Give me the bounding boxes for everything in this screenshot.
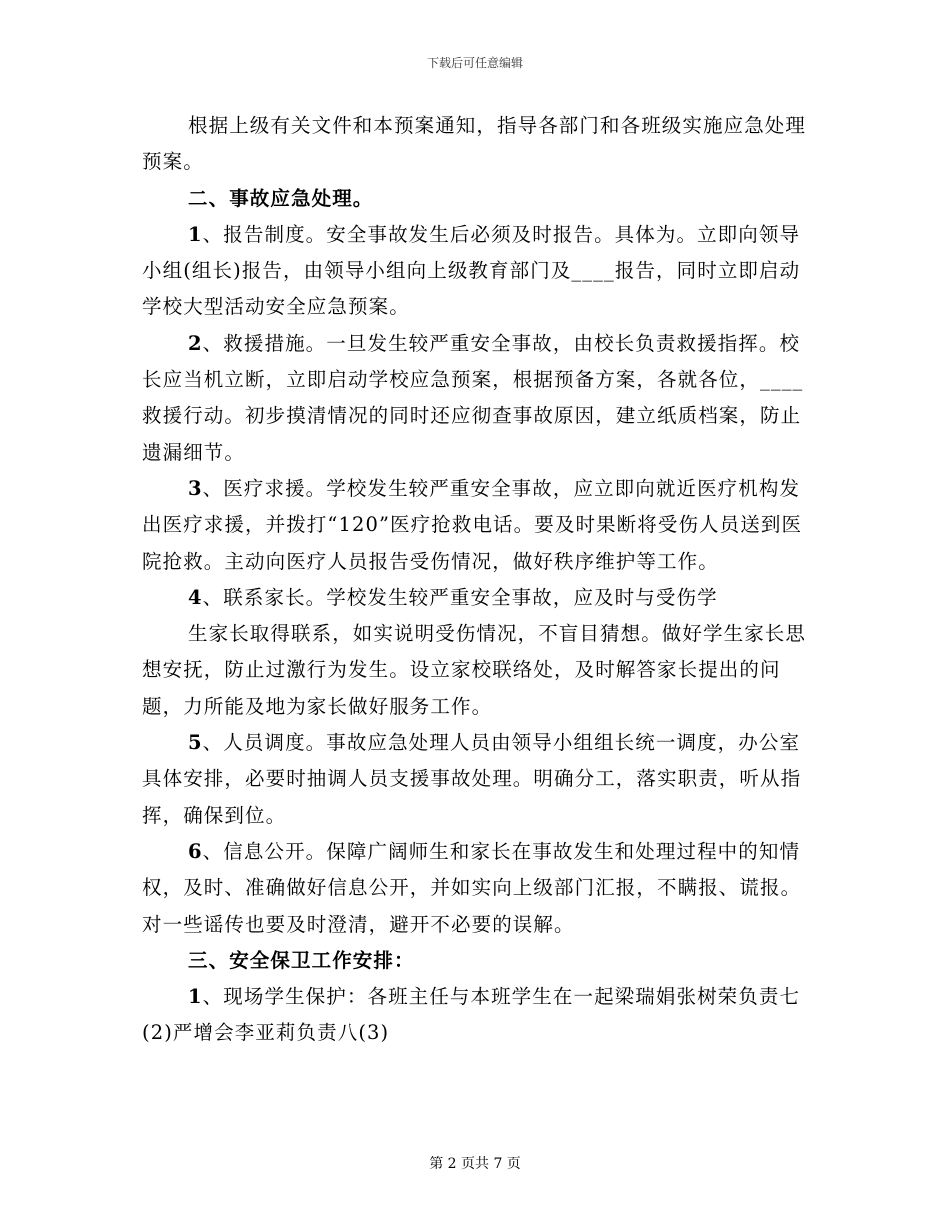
item-text: 生家长取得联系，如实说明受伤情况，不盲目猜想。做好学生家长思想安抚，防止过激行为发生。设立家校联络处，及时解答家长提出的问题，力所能及地为家长做好服务工作。 xyxy=(142,622,807,718)
item-number: 1 xyxy=(188,222,203,246)
list-item-6 xyxy=(142,834,808,943)
list-item-1 xyxy=(142,217,808,326)
item-number: 3 xyxy=(188,476,203,500)
list-item-2 xyxy=(142,326,808,471)
item-text: 、现场学生保护：各班主任与本班学生在一起梁瑞娟张树荣负责七(2)严增会李亚莉负责八(3) xyxy=(142,985,801,1045)
item-number: 4 xyxy=(188,585,203,609)
document-body xyxy=(142,108,808,1052)
item-text: 、信息公开。保障广阔师生和家长在事故发生和处理过程中的知情权，及时、准确做好信息公开，并如实向上级部门汇报，不瞒报、谎报。对一些谣传也要及时澄清，避开不必要的误解。 xyxy=(142,839,802,936)
list-item-3-1 xyxy=(142,979,808,1052)
item-number: 5 xyxy=(188,731,203,755)
list-item-3 xyxy=(142,471,808,580)
item-number: 6 xyxy=(188,839,203,863)
item-text: 、救援措施。一旦发生较严重安全事故，由校长负责救援指挥。校长应当机立断，立即启动学校应急预案，根据预备方案，各就各位，____救援行动。初步摸清情况的同时还应彻查事故原因，建立纸质档案，防止遗漏细节。 xyxy=(142,331,804,464)
item-number: 1 xyxy=(188,985,203,1009)
section-heading-3: 三、安全保卫工作安排： xyxy=(188,948,415,972)
item-text: 、人员调度。事故应急处理人员由领导小组组长统一调度，办公室具体安排，必要时抽调人员支援事故处理。明确分工，落实职责，听从指挥，确保到位。 xyxy=(142,731,802,827)
page-footer: 第 2 页共 7 页 xyxy=(429,1156,521,1172)
section-heading-2: 二、事故应急处理。 xyxy=(188,186,374,210)
item-number: 2 xyxy=(188,331,203,355)
list-item-4 xyxy=(142,580,808,616)
item-text: 、报告制度。安全事故发生后必须及时报告。具体为。立即向领导小组(组长)报告，由领导小组向上级教育部门及____报告，同时立即启动学校大型活动安全应急预案。 xyxy=(142,222,801,319)
header-note: 下载后可任意编辑 xyxy=(426,56,523,70)
list-item-5 xyxy=(142,725,808,834)
list-item-4-continued xyxy=(142,616,808,725)
item-text: 、医疗求援。学校发生较严重安全事故，应立即向就近医疗机构发出医疗求援，并拨打“120”医疗抢救电话。要及时果断将受伤人员送到医院抢救。主动向医疗人员报告受伤情况，做好秩序维护等工作。 xyxy=(142,476,803,573)
paragraph-intro: 根据上级有关文件和本预案通知，指导各部门和各班级实施应急处理预案。 xyxy=(142,114,807,174)
item-text: 、联系家长。学校发生较严重安全事故，应及时与受伤学 xyxy=(202,585,718,609)
